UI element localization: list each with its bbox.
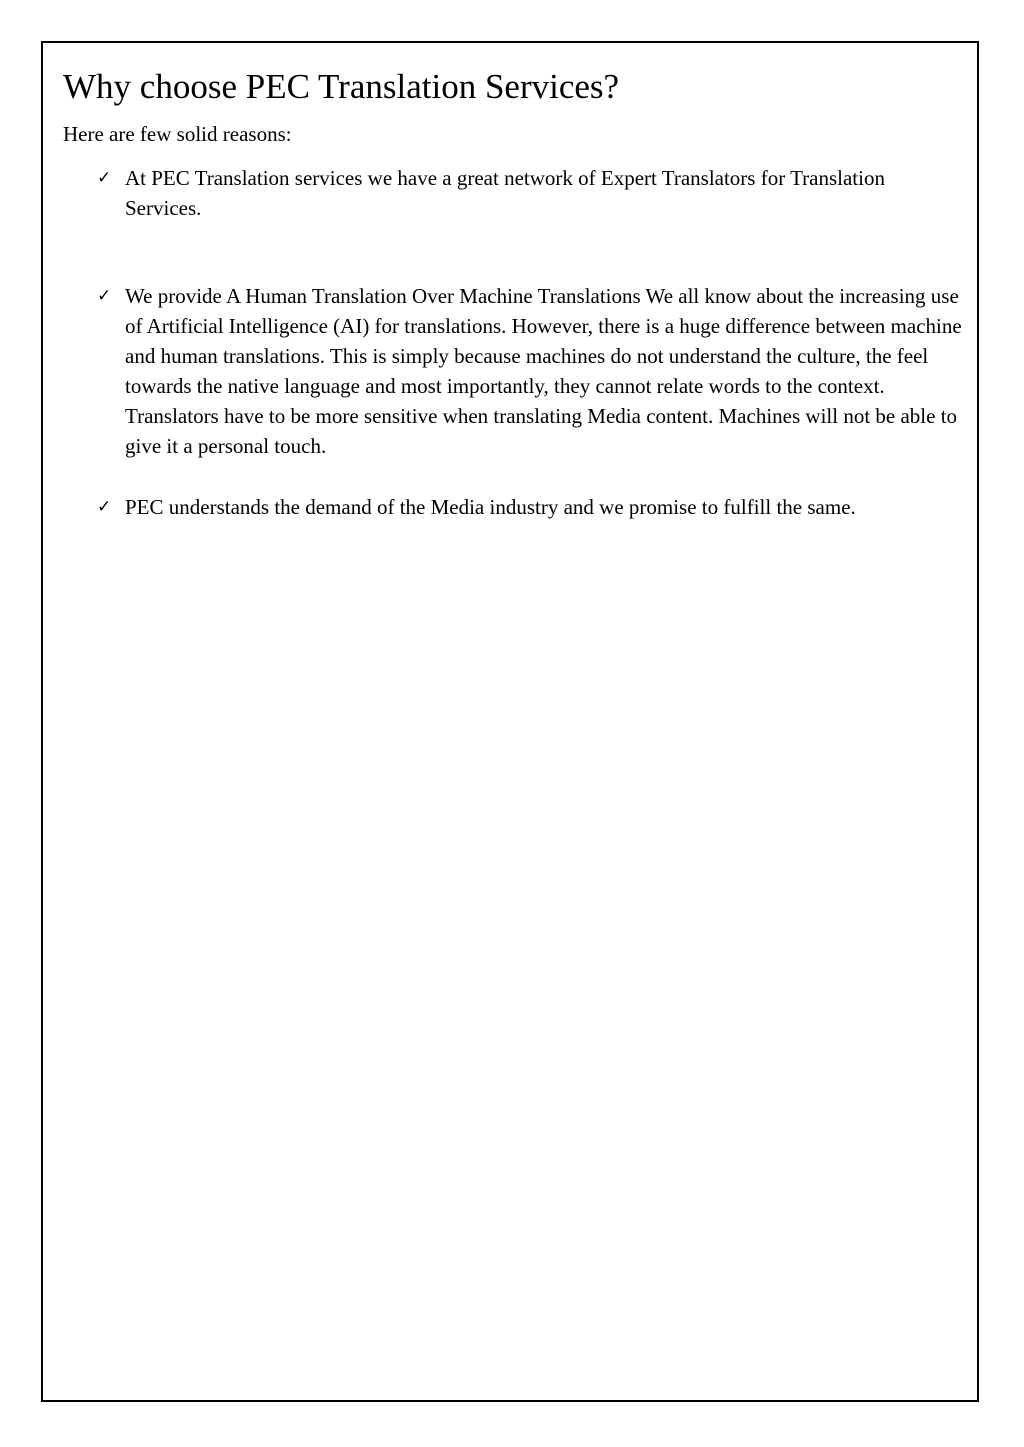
reason-text: At PEC Translation services we have a great network of Expert Translators for Translation Services. <box>125 166 885 220</box>
document-content <box>63 67 963 522</box>
page-title: Why choose PEC Translation Services? <box>63 67 620 106</box>
list-item <box>63 163 963 223</box>
list-item <box>63 281 963 461</box>
checkmark-icon: ✓ <box>97 168 112 188</box>
reasons-list <box>63 163 963 522</box>
reason-text: PEC understands the demand of the Media industry and we promise to fulfill the same. <box>125 495 856 519</box>
reason-text: We provide A Human Translation Over Machine Translations We all know about the increasing use of Artificial Intelligence (AI) for translations. However, there is a huge difference between machine and human translations. This is simply because machines do not understand the culture, the feel towards the native language and most importantly, they cannot relate words to the context. Translators have to be more sensitive when translating Media content. Machines will not be able to give it a personal touch. <box>125 284 962 458</box>
intro-text: Here are few solid reasons: <box>63 122 292 146</box>
page-frame <box>41 41 979 1402</box>
list-item <box>63 492 963 522</box>
checkmark-icon: ✓ <box>97 497 112 517</box>
checkmark-icon: ✓ <box>97 286 112 306</box>
